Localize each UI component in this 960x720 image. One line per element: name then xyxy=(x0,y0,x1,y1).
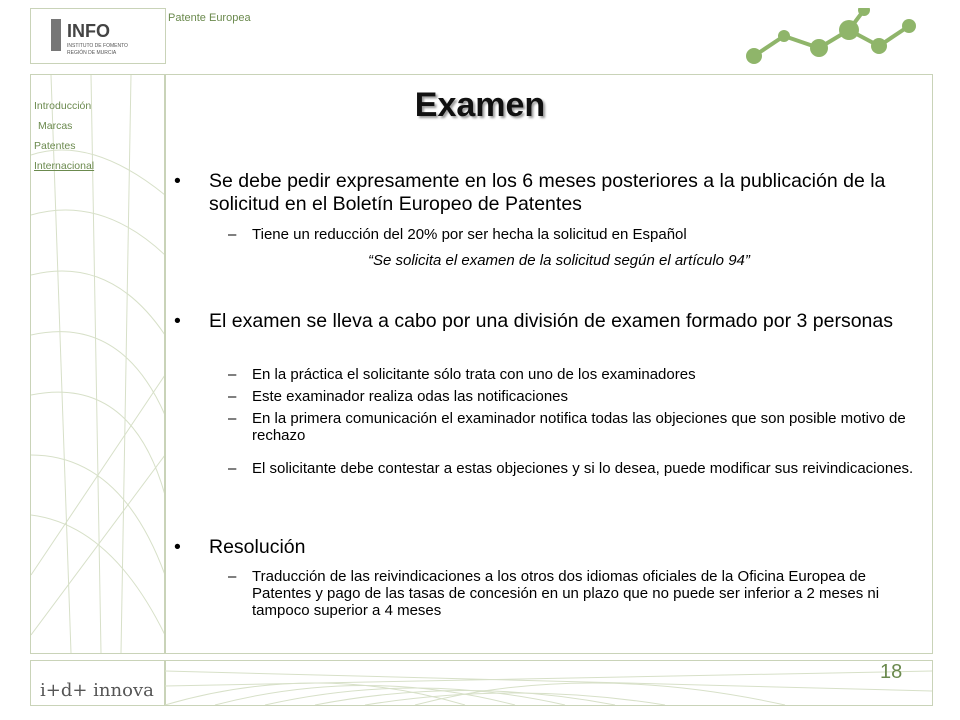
logo-mark xyxy=(51,19,61,51)
sub-bullet-text: Este examinador realiza odas las notificaciones xyxy=(252,388,569,405)
dash-marker: – xyxy=(228,226,237,243)
quote-text: “Se solicita el examen de la solicitud según el artículo 94” xyxy=(368,252,750,269)
sub-bullet-text: El solicitante debe contestar a estas objeciones y si lo desea, puede modificar sus reivindicaciones. xyxy=(252,460,914,477)
bullet-text: Resolución xyxy=(209,536,306,558)
bottom-banner xyxy=(164,660,933,706)
info-logo xyxy=(31,9,165,63)
bullet-text: El examen se lleva a cabo por una división de examen formado por 3 personas xyxy=(209,310,893,332)
sub-bullet-text: Traducción de las reivindicaciones a los otros dos idiomas oficiales de la Oficina Europea de Patentes y pago de las tasas de concesión en un plazo que no puede ser inferior a 2 meses ni tampoco superior a 4 meses xyxy=(252,568,880,619)
main-panel xyxy=(164,74,933,654)
idi-innova-logo: i+d+ innova xyxy=(40,680,154,701)
bullet-marker: • xyxy=(174,536,181,558)
dash-marker: – xyxy=(228,460,237,477)
bottom-wireframe-decoration xyxy=(165,661,932,705)
nav-item-marcas[interactable]: Marcas xyxy=(38,120,73,132)
sub-bullet-text: En la práctica el solicitante sólo trata con uno de los examinadores xyxy=(252,366,696,383)
header-label: Patente Europea xyxy=(168,12,251,24)
page-number: 18 xyxy=(880,661,903,683)
sub-bullet-text: En la primera comunicación el examinador notifica todas las objeciones que son posible motivo de rechazo xyxy=(252,410,906,444)
logo-box xyxy=(30,8,166,64)
bullet-marker: • xyxy=(174,170,181,192)
logo-subtitle-2: REGIÓN DE MURCIA xyxy=(67,50,117,56)
nav-item-introduccion[interactable]: Introducción xyxy=(34,100,92,112)
nav-item-patentes[interactable]: Patentes xyxy=(34,140,76,152)
bullet-marker: • xyxy=(174,310,181,332)
sub-bullet-text: Tiene un reducción del 20% por ser hecha la solicitud en Español xyxy=(252,226,687,243)
dash-marker: – xyxy=(228,410,237,427)
molecule-decoration xyxy=(164,8,931,68)
logo-text: INFO xyxy=(67,21,110,41)
nav-item-internacional[interactable]: Internacional xyxy=(34,160,95,172)
bullet-text: Se debe pedir expresamente en los 6 meses posteriores a la publicación de la solicitud en el Boletín Europeo de Patentes xyxy=(209,170,886,215)
section-nav xyxy=(34,96,94,176)
top-banner xyxy=(164,8,931,68)
dash-marker: – xyxy=(228,388,237,405)
dash-marker: – xyxy=(228,568,237,585)
logo-subtitle-1: INSTITUTO DE FOMENTO xyxy=(67,43,128,49)
slide-title: Examen xyxy=(414,86,546,124)
dash-marker: – xyxy=(228,366,237,383)
